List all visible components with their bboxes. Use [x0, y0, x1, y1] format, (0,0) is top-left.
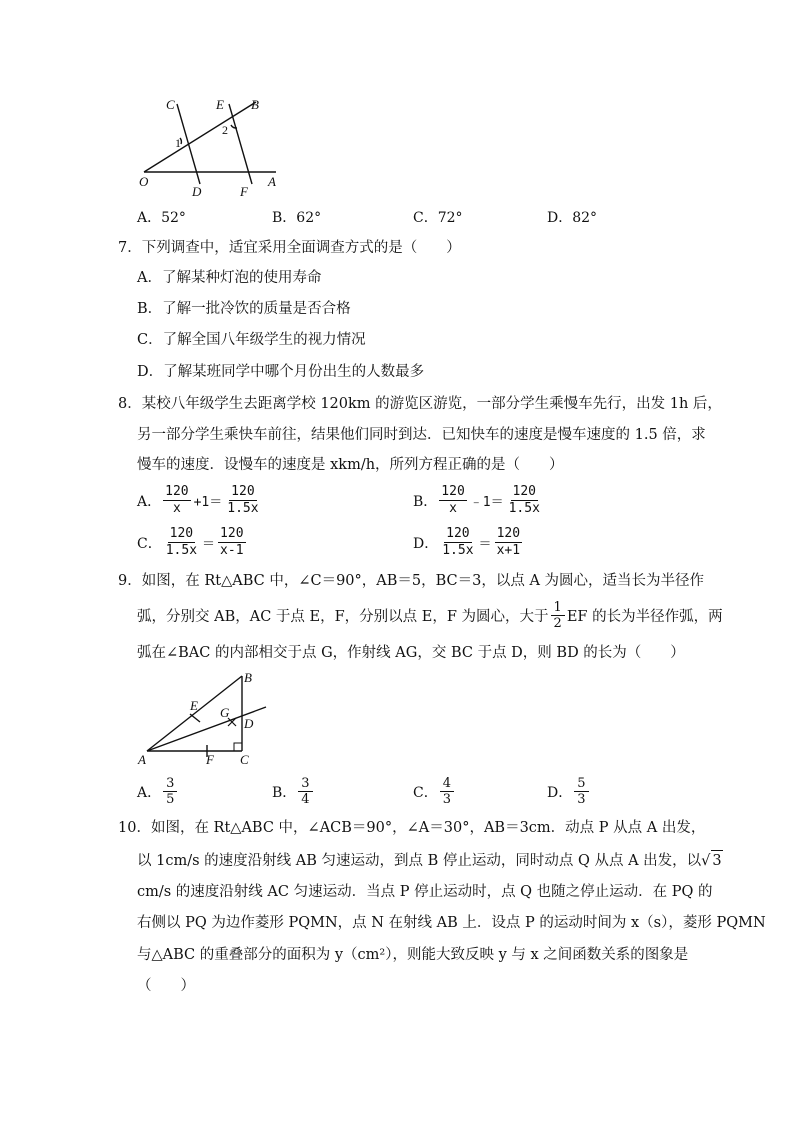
q8-option-b-op: ﹣1＝: [469, 495, 504, 510]
q10-stem-line3: cm/s 的速度沿射线 AC 匀速运动．当点 P 停止运动时，点 Q 也随之停止运动．在 PQ 的: [137, 884, 713, 900]
q8-option-b[interactable]: [413, 484, 544, 517]
q8-option-a[interactable]: [137, 484, 263, 517]
q8-option-b-frac1: $\frac{120}{x}$: [441, 484, 465, 516]
q9-label-A: A: [138, 752, 146, 767]
q10-sqrt-value: 3: [711, 850, 722, 871]
q8-option-a-frac2: $\frac{120}{1.5x}$: [227, 484, 259, 516]
q6-label-A: A: [268, 174, 276, 189]
q9-label-F: F: [206, 752, 214, 767]
q9-figure: [130, 668, 290, 768]
q8-option-d-frac1: $\frac{120}{1.5x}$: [442, 526, 474, 558]
q9-stem-line2-b: EF 的长为半径作弧，两: [566, 609, 723, 625]
q7-stem: 7．下列调查中，适宜采用全面调查方式的是（ ）: [118, 240, 461, 256]
q6-label-E: E: [216, 97, 224, 112]
q7-option-c[interactable]: C．了解全国八年级学生的视力情况: [137, 332, 366, 348]
q9-arc-E: [190, 714, 200, 722]
q8-option-d-op: ＝: [478, 537, 492, 552]
q8-option-a-op: +1＝: [193, 495, 223, 510]
q9-label-G: G: [220, 705, 230, 720]
q9-label-C: C: [240, 752, 249, 767]
q9-right-angle-mark: [234, 743, 242, 751]
q8-option-c[interactable]: [137, 526, 248, 559]
q10-stem-line6: （ ）: [137, 978, 195, 994]
q7-option-a[interactable]: A．了解某种灯泡的使用寿命: [137, 270, 322, 286]
q9-half-fraction: $\frac{1}{2}$: [551, 600, 565, 631]
q9-option-b[interactable]: [272, 776, 315, 807]
q6-option-b[interactable]: B．62°: [272, 210, 322, 226]
q9-label-D: D: [244, 716, 254, 731]
q9-stem-line2: [137, 600, 723, 631]
q9-label-B: B: [244, 670, 252, 685]
q6-label-2: 2: [222, 123, 228, 137]
q9-label-E: E: [190, 698, 198, 713]
q9-option-c[interactable]: [413, 776, 456, 807]
q6-figure: [130, 92, 290, 202]
q8-option-b-frac2: $\frac{120}{1.5x}$: [508, 484, 540, 516]
q9-option-d-label: D．: [547, 784, 573, 801]
q10-stem-line5: 与△ABC 的重叠部分的面积为 y（cm²），则能大致反映 y 与 x 之间函数关系的图象是: [137, 947, 689, 963]
q9-option-d-frac: $\frac{5}{3}$: [574, 776, 588, 807]
q9-stem-line2-a: 弧，分别交 AB，AC 于点 E，F，分别以点 E，F 为圆心，大于: [137, 609, 549, 625]
q8-option-c-label: C．: [137, 535, 162, 552]
q8-option-a-label: A．: [137, 493, 162, 510]
q9-option-c-frac: $\frac{4}{3}$: [440, 776, 454, 807]
q8-stem-line3: 慢车的速度．设慢车的速度是 xkm/h，所列方程正确的是（ ）: [137, 457, 564, 473]
q8-option-d[interactable]: [413, 526, 524, 559]
q10-sqrt-sign: √: [701, 853, 711, 869]
q8-stem-line1: 8．某校八年级学生去距离学校 120km 的游览区游览，一部分学生乘慢车先行，出发 1h 后，: [118, 396, 722, 412]
q10-stem-line2: [137, 850, 723, 871]
q8-option-d-label: D．: [413, 535, 439, 552]
q9-stem-line3: 弧在∠BAC 的内部相交于点 G，作射线 AG，交 BC 于点 D，则 BD 的长为（ ）: [137, 645, 685, 661]
q6-option-c[interactable]: C．72°: [413, 210, 463, 226]
q9-option-d[interactable]: [547, 776, 591, 807]
q9-option-a[interactable]: [137, 776, 179, 807]
q10-stem-line4: 右侧以 PQ 为边作菱形 PQMN，点 N 在射线 AB 上．设点 P 的运动时间为 x（s），菱形 PQMN: [137, 915, 766, 931]
q6-label-F: F: [240, 184, 248, 199]
q10-stem-line2-a: 以 1cm/s 的速度沿射线 AB 匀速运动，到点 B 停止运动，同时动点 Q 从点 A 出发，以: [137, 853, 702, 869]
q8-option-c-frac1: $\frac{120}{1.5x}$: [165, 526, 198, 558]
q9-option-a-label: A．: [137, 784, 162, 801]
q6-label-O: O: [139, 174, 149, 189]
q8-option-c-op: ＝: [202, 537, 216, 552]
q7-option-b[interactable]: B．了解一批冷饮的质量是否合格: [137, 301, 351, 317]
q10-stem-line1: 10．如图，在 Rt△ABC 中，∠ACB＝90°，∠A＝30°，AB＝3cm．动点 P 从点 A 出发，: [118, 820, 706, 836]
q9-stem-line1: 9．如图，在 Rt△ABC 中，∠C＝90°，AB＝5，BC＝3，以点 A 为圆心，适当长为半径作: [118, 573, 705, 589]
q6-label-1: 1: [175, 136, 181, 150]
q9-option-a-frac: $\frac{3}{5}$: [163, 776, 177, 807]
q9-option-c-label: C．: [413, 784, 438, 801]
q8-option-c-frac2: $\frac{120}{x-1}$: [220, 526, 244, 558]
q6-label-B: B: [251, 97, 259, 112]
q8-option-d-frac2: $\frac{120}{x+1}$: [496, 526, 521, 558]
q6-label-D: D: [192, 184, 202, 199]
q6-option-a[interactable]: A．52°: [137, 210, 186, 226]
q8-option-b-label: B．: [413, 493, 438, 510]
q6-label-C: C: [166, 97, 175, 112]
q8-option-a-frac1: $\frac{120}{x}$: [165, 484, 189, 516]
q9-option-b-label: B．: [272, 784, 297, 801]
q9-option-b-frac: $\frac{3}{4}$: [298, 776, 312, 807]
q8-stem-line2: 另一部分学生乘快车前往，结果他们同时到达．已知快车的速度是慢车速度的 1.5 倍，求: [137, 427, 706, 443]
q7-option-d[interactable]: D．了解某班同学中哪个月份出生的人数最多: [137, 364, 425, 380]
q6-option-d[interactable]: D．82°: [547, 210, 598, 226]
